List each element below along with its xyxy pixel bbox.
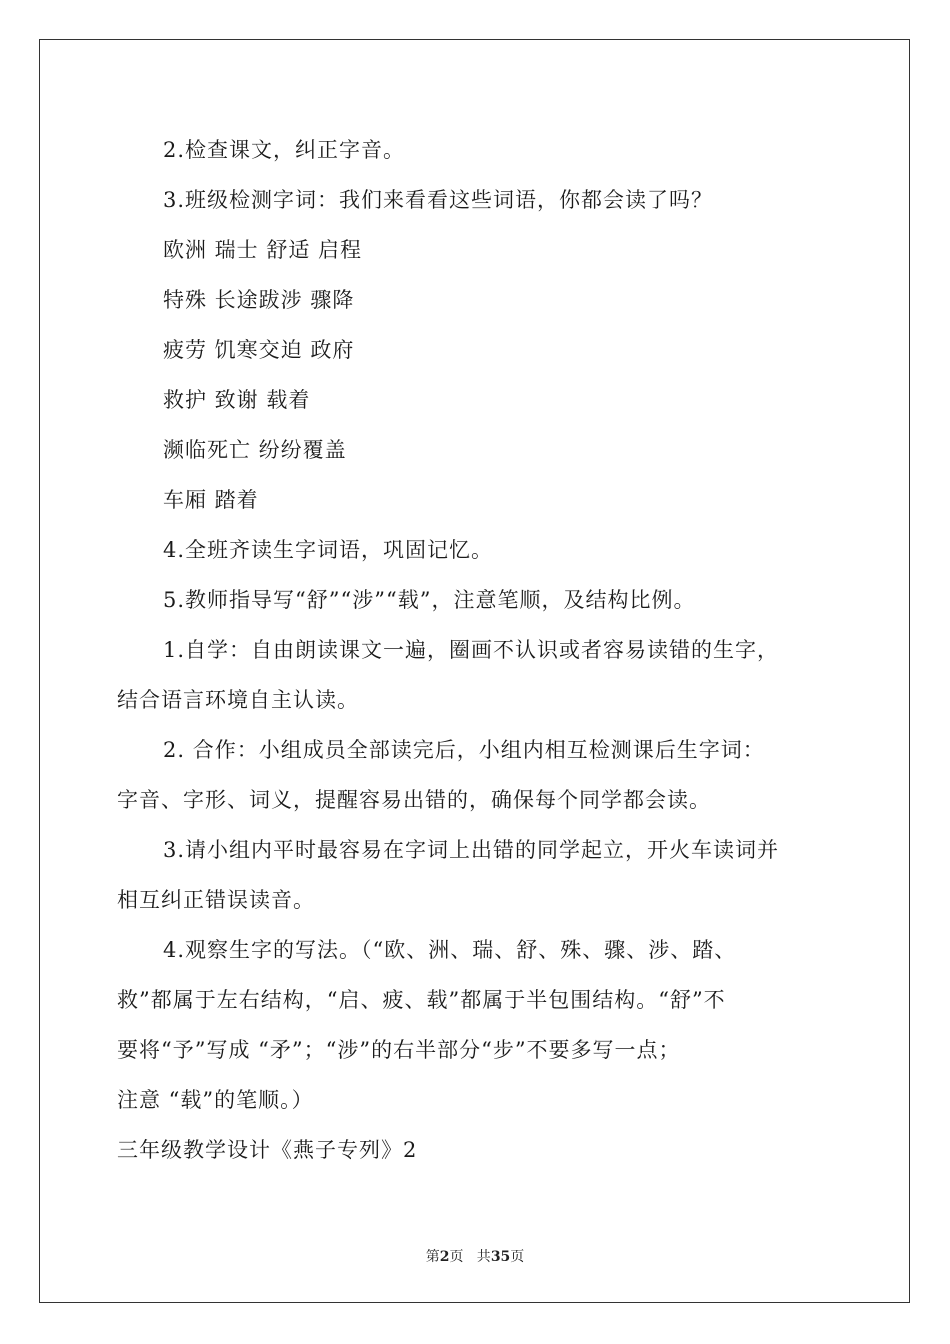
page-footer bbox=[0, 1246, 950, 1266]
paragraph-self-study bbox=[117, 625, 833, 725]
paragraph-line: 3.请小组内平时最容易在字词上出错的同学起立，开火车读词并 bbox=[163, 838, 780, 862]
paragraph-line: 救”都属于左右结构，“启、疲、载”都属于半包围结构。“舒”不 bbox=[117, 988, 726, 1012]
paragraph-cooperation bbox=[117, 725, 833, 825]
document-body bbox=[117, 125, 833, 1175]
vocab-line: 车厢 踏着 bbox=[163, 488, 259, 512]
paragraph-line: 字音、字形、词义，提醒容易出错的，确保每个同学都会读。 bbox=[117, 788, 711, 812]
total-page-count: 35 bbox=[490, 1249, 511, 1265]
text-line: 5.教师指导写“舒”“涉”“载”，注意笔顺，及结构比例。 bbox=[163, 588, 696, 612]
paragraph-writing-observation bbox=[117, 925, 833, 1125]
current-page-number: 2 bbox=[439, 1249, 450, 1265]
paragraph-line: 注意 “载”的笔顺。） bbox=[117, 1088, 314, 1112]
footer-prefix: 第 bbox=[425, 1249, 440, 1265]
footer-suffix: 页 bbox=[510, 1249, 525, 1265]
paragraph-group-reading bbox=[117, 825, 833, 925]
footer-mid: 页 共 bbox=[449, 1249, 491, 1265]
text-line: 3.班级检测字词：我们来看看这些词语，你都会读了吗？ bbox=[163, 188, 714, 212]
paragraph-line: 1.自学：自由朗读课文一遍，圈画不认识或者容易读错的生字， bbox=[163, 638, 780, 662]
vocab-line: 疲劳 饥寒交迫 政府 bbox=[163, 338, 355, 362]
vocab-line: 救护 致谢 载着 bbox=[163, 388, 311, 412]
text-line: 4.全班齐读生字词语，巩固记忆。 bbox=[163, 538, 494, 562]
vocab-line: 濒临死亡 纷纷覆盖 bbox=[163, 438, 347, 462]
section-heading: 三年级教学设计《燕子专列》2 bbox=[117, 1138, 418, 1162]
paragraph-line: 结合语言环境自主认读。 bbox=[117, 688, 359, 712]
text-line: 2.检查课文，纠正字音。 bbox=[163, 138, 406, 162]
vocab-line: 欧洲 瑞士 舒适 启程 bbox=[163, 238, 363, 262]
paragraph-line: 要将“予”写成 “矛”；“涉”的右半部分“步”不要多写一点； bbox=[117, 1038, 681, 1062]
paragraph-line: 相互纠正错误读音。 bbox=[117, 888, 315, 912]
paragraph-line: 2. 合作：小组成员全部读完后，小组内相互检测课后生字词： bbox=[163, 738, 765, 762]
vocab-line: 特殊 长途跋涉 骤降 bbox=[163, 288, 355, 312]
paragraph-line: 4.观察生字的写法。（“欧、洲、瑞、舒、殊、骤、涉、踏、 bbox=[163, 938, 737, 962]
